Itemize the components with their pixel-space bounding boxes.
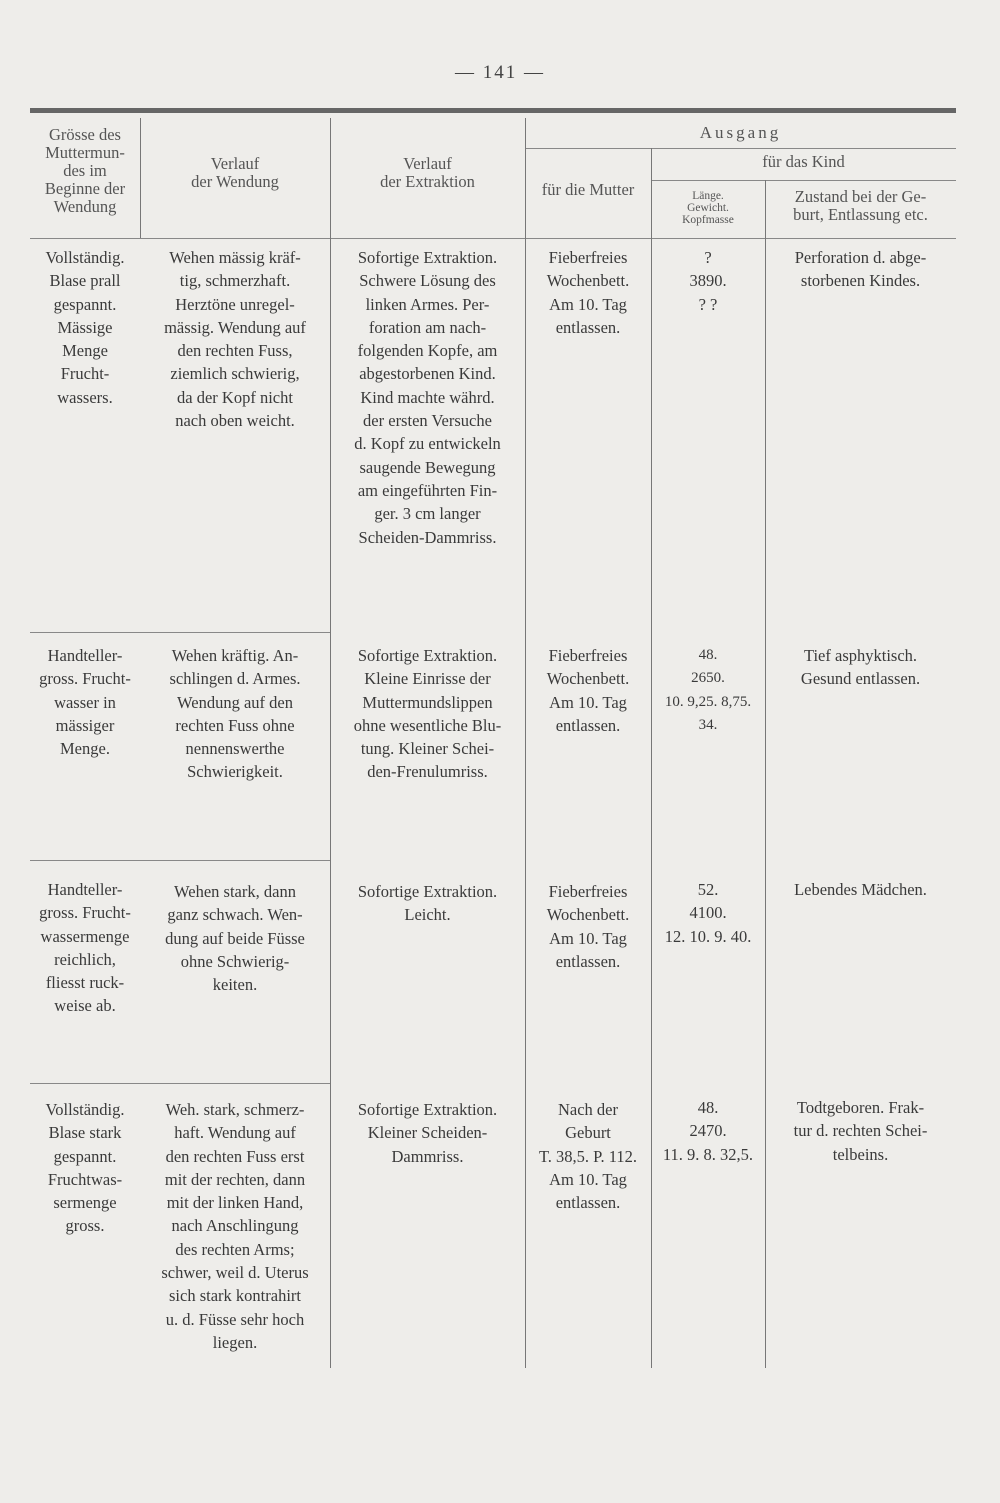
- row-separator: [30, 1083, 330, 1084]
- row-separator: [30, 632, 330, 633]
- row1-muttermund: Vollständig. Blase prall gespannt. Mässige Menge Frucht- wassers.: [45, 248, 125, 407]
- row2-zustand: Tief asphyktisch. Gesund entlassen.: [800, 646, 921, 689]
- row4-wendung: Weh. stark, schmerz- haft. Wendung auf den rechten Fuss erst mit der rechten, dann mit der linken Hand, nach Anschlingung des rechten Arms; schwer, weil d. Uterus sich stark kontrahirt u. d. Füsse sehr hoch liegen.: [161, 1100, 309, 1352]
- page-number: — 141 —: [455, 62, 545, 83]
- row2-mutter: Fieberfreies Wochenbett. Am 10. Tag entlassen.: [546, 646, 630, 735]
- header-extraktion: Verlauf der Extraktion: [380, 154, 475, 191]
- row2-masse: 48. 2650. 10. 9,25. 8,75. 34.: [664, 647, 752, 733]
- header-laenge: Länge. Gewicht. Kopfmasse: [682, 190, 734, 226]
- row1-mutter: Fieberfreies Wochenbett. Am 10. Tag entlassen.: [546, 248, 630, 337]
- row2-muttermund: Handteller- gross. Frucht- wasser in mässiger Menge.: [39, 646, 131, 759]
- row4-muttermund: Vollständig. Blase stark gespannt. Fruchtwas- sermenge gross.: [45, 1100, 125, 1236]
- row3-zustand: Lebendes Mädchen.: [794, 880, 927, 899]
- header-wendung: Verlauf der Wendung: [191, 154, 279, 191]
- row1-extraktion: Sofortige Extraktion. Schwere Lösung des linken Armes. Per- foration am nach- folgenden Kopfe, am abgestorbenen Kind. Kind machte währd. der ersten Versuche d. Kopf zu entwickeln saugende Bewegung am eingeführten Fin- ger. 3 cm langer Scheiden-Dammriss.: [354, 248, 501, 547]
- row4-zustand: Todtgeboren. Frak- tur d. rechten Schei- telbeins.: [793, 1098, 928, 1164]
- col-divider-5: [765, 180, 766, 1368]
- row1-masse: ? 3890. ? ?: [689, 248, 727, 314]
- row1-wendung: Wehen mässig kräf- tig, schmerzhaft. Herztöne unregel- mässig. Wendung auf den rechten Fuss, ziemlich schwierig, da der Kopf nicht nach oben weicht.: [164, 248, 306, 431]
- row3-muttermund: Handteller- gross. Frucht- wassermenge reichlich, fliesst ruck- weise ab.: [39, 880, 131, 1016]
- row3-wendung: Wehen stark, dann ganz schwach. Wen- dung auf beide Füsse ohne Schwierig- keiten.: [165, 882, 305, 995]
- header-mutter: für die Mutter: [541, 180, 635, 199]
- row1-zustand: Perforation d. abge- storbenen Kindes.: [794, 248, 927, 291]
- row3-mutter: Fieberfreies Wochenbett. Am 10. Tag entlassen.: [546, 882, 630, 971]
- header-muttermund: Grösse des Muttermun- des im Beginne der Wendung: [44, 125, 126, 216]
- row2-wendung: Wehen kräftig. An- schlingen d. Armes. Wendung auf den rechten Fuss ohne nennenswerthe Schwierigkeit.: [169, 646, 301, 782]
- header-zustand: Zustand bei der Ge- burt, Entlassung etc.: [793, 187, 928, 224]
- row4-extraktion: Sofortige Extraktion. Kleiner Scheiden- Dammriss.: [357, 1100, 498, 1166]
- header-bottom-rule: [30, 238, 956, 239]
- row4-mutter: Nach der Geburt T. 38,5. P. 112. Am 10. Tag entlassen.: [538, 1100, 638, 1213]
- kind-rule: [651, 180, 956, 181]
- header-kind: für das Kind: [762, 152, 845, 171]
- top-rule: [30, 108, 956, 113]
- row-separator: [30, 860, 330, 861]
- row4-masse: 48. 2470. 11. 9. 8. 32,5.: [662, 1098, 754, 1164]
- row2-extraktion: Sofortige Extraktion. Kleine Einrisse der Muttermundslippen ohne wesentliche Blu- tung. Kleiner Schei- den-Frenulumriss.: [353, 646, 502, 782]
- header-ausgang: Ausgang: [699, 123, 782, 142]
- row3-masse: 52. 4100. 12. 10. 9. 40.: [664, 880, 752, 946]
- ausgang-rule: [525, 148, 956, 149]
- row3-extraktion: Sofortige Extraktion. Leicht.: [357, 882, 498, 925]
- col-divider-4: [651, 148, 652, 1368]
